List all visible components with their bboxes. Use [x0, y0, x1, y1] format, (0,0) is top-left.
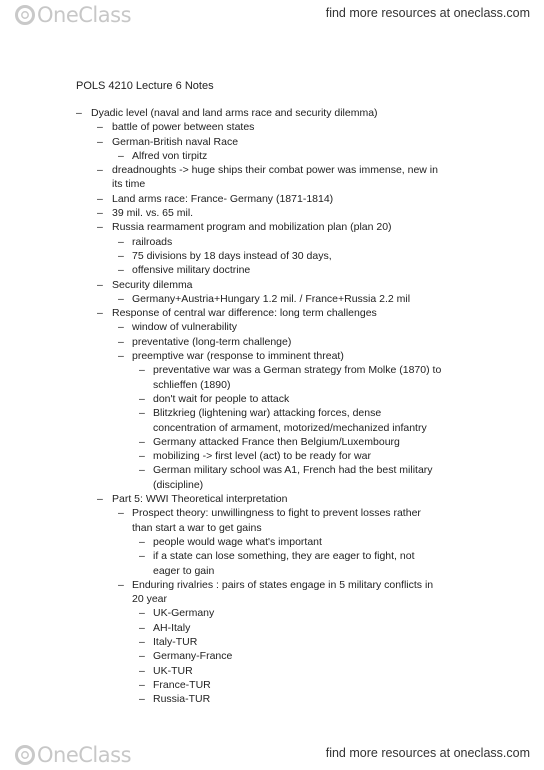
list-item-text: schlieffen (1890)	[153, 378, 231, 391]
list-item	[0, 235, 544, 249]
list-item	[0, 349, 544, 363]
list-item	[0, 549, 544, 563]
list-item-continuation	[0, 177, 544, 191]
list-item-text: its time	[112, 178, 146, 191]
bullet-dash: –	[118, 235, 124, 248]
list-item	[0, 120, 544, 134]
bullet-dash: –	[139, 435, 145, 448]
bullet-dash: –	[97, 135, 103, 148]
list-item-text: railroads	[132, 235, 173, 248]
logo-text: OneClass	[37, 3, 132, 27]
list-item	[0, 320, 544, 334]
list-item	[0, 406, 544, 420]
oneclass-logo-icon	[14, 3, 36, 27]
list-item-text: Germany+Austria+Hungary 1.2 mil. / France+Russia 2.2 mil	[132, 292, 411, 305]
list-item-text: Alfred von tirpitz	[132, 149, 208, 162]
list-item-text: Blitzkrieg (lightening war) attacking forces, dense	[153, 407, 382, 420]
list-item-text: Russia rearmament program and mobilization plan (plan 20)	[112, 221, 392, 234]
list-item-text: France-TUR	[153, 678, 211, 691]
list-item	[0, 649, 544, 663]
list-item	[0, 392, 544, 406]
bullet-dash: –	[118, 292, 124, 305]
bullet-dash: –	[139, 364, 145, 377]
bullet-dash: –	[118, 350, 124, 363]
list-item-text: Prospect theory: unwillingness to fight to prevent losses rather	[132, 507, 421, 520]
list-item	[0, 363, 544, 377]
list-item-text: (discipline)	[153, 478, 204, 491]
list-item-text: mobilizing -> first level (act) to be ready for war	[153, 450, 371, 463]
list-item-text: AH-Italy	[153, 621, 191, 634]
bullet-dash: –	[139, 607, 145, 620]
list-item-text: don't wait for people to attack	[153, 392, 290, 405]
list-item-text: than start a war to get gains	[132, 521, 262, 534]
list-item	[0, 664, 544, 678]
bullet-dash: –	[139, 450, 145, 463]
list-item-text: battle of power between states	[112, 121, 255, 134]
list-item	[0, 635, 544, 649]
list-item-text: Part 5: WWI Theoretical interpretation	[112, 493, 288, 506]
bullet-dash: –	[118, 578, 124, 591]
list-item	[0, 435, 544, 449]
list-item	[0, 621, 544, 635]
bullet-dash: –	[139, 635, 145, 648]
list-item	[0, 692, 544, 706]
list-item	[0, 492, 544, 506]
bullet-dash: –	[118, 249, 124, 262]
list-item-text: preemptive war (response to imminent threat)	[132, 350, 344, 363]
bullet-dash: –	[97, 307, 103, 320]
list-item-text: window of vulnerability	[132, 321, 238, 334]
list-item-text: Germany attacked France then Belgium/Luxembourg	[153, 435, 400, 448]
list-item-text: Russia-TUR	[153, 693, 211, 706]
bullet-dash: –	[139, 407, 145, 420]
bullet-dash: –	[139, 650, 145, 663]
list-item-text: eager to gain	[153, 564, 215, 577]
list-item-text: Dyadic level (naval and land arms race and security dilemma)	[91, 107, 378, 119]
list-item-text: Response of central war difference: long term challenges	[112, 307, 377, 320]
bullet-dash: –	[118, 264, 124, 277]
bullet-dash: –	[97, 121, 103, 134]
bullet-dash: –	[97, 493, 103, 506]
bullet-dash: –	[97, 164, 103, 177]
list-item-continuation	[0, 564, 544, 578]
list-item-continuation	[0, 592, 544, 606]
list-item	[0, 220, 544, 234]
list-item	[0, 206, 544, 220]
list-item-text: Germany-France	[153, 650, 233, 663]
list-item-text: preventative (long-term challenge)	[132, 335, 292, 348]
bullet-dash: –	[139, 464, 145, 477]
logo-text: OneClass	[37, 743, 132, 767]
list-item-text: preventative war was a German strategy from Molke (1870) to	[153, 364, 442, 377]
bullet-dash: –	[139, 550, 145, 563]
list-item-continuation	[0, 521, 544, 535]
oneclass-logo[interactable]	[14, 742, 131, 768]
list-item-continuation	[0, 378, 544, 392]
list-item-text: 20 year	[132, 593, 168, 606]
list-item	[0, 463, 544, 477]
list-item	[0, 606, 544, 620]
bullet-dash: –	[139, 664, 145, 677]
bullet-dash: –	[118, 149, 124, 162]
list-item	[0, 292, 544, 306]
list-item	[0, 578, 544, 592]
list-item-text: German-British naval Race	[112, 135, 239, 148]
list-item	[0, 306, 544, 320]
bullet-dash: –	[76, 107, 82, 119]
list-item	[0, 263, 544, 277]
list-item-text: German military school was A1, French had the best military	[153, 464, 433, 477]
list-item-text: Land arms race: France- Germany (1871-1814)	[112, 192, 334, 205]
list-item-text: Enduring rivalries : pairs of states engage in 5 military conflicts in	[132, 578, 434, 591]
bullet-dash: –	[139, 392, 145, 405]
list-item-continuation	[0, 478, 544, 492]
list-item-text: dreadnoughts -> huge ships their combat power was immense, new in	[112, 164, 438, 177]
bullet-dash: –	[118, 507, 124, 520]
list-item-text: 39 mil. vs. 65 mil.	[112, 207, 194, 220]
bullet-dash: –	[139, 678, 145, 691]
oneclass-logo[interactable]	[14, 2, 131, 28]
list-item	[0, 149, 544, 163]
list-item	[0, 506, 544, 520]
list-item-text: Security dilemma	[112, 278, 193, 291]
oneclass-logo-icon	[14, 743, 36, 767]
list-item-text: UK-Germany	[153, 607, 215, 620]
list-item-text: if a state can lose something, they are eager to fight, not	[153, 550, 415, 563]
list-item	[0, 249, 544, 263]
list-item-text: Italy-TUR	[153, 635, 198, 648]
notes-list	[0, 106, 544, 706]
bullet-dash: –	[118, 321, 124, 334]
list-item-text: 75 divisions by 18 days instead of 30 days,	[132, 249, 332, 262]
bullet-dash: –	[139, 621, 145, 634]
list-item	[0, 678, 544, 692]
list-item	[0, 335, 544, 349]
list-item	[0, 278, 544, 292]
find-resources-link[interactable]: find more resources at oneclass.com	[325, 6, 530, 20]
list-item-text: UK-TUR	[153, 664, 193, 677]
document-title: POLS 4210 Lecture 6 Notes	[76, 80, 214, 92]
bullet-dash: –	[97, 278, 103, 291]
list-item	[0, 449, 544, 463]
list-item	[0, 192, 544, 206]
bullet-dash: –	[118, 335, 124, 348]
list-item-continuation	[0, 421, 544, 435]
list-item	[0, 135, 544, 149]
list-item-text: people would wage what's important	[153, 535, 322, 548]
bullet-dash: –	[97, 192, 103, 205]
list-item	[0, 163, 544, 177]
bullet-dash: –	[139, 535, 145, 548]
bullet-dash: –	[97, 221, 103, 234]
page-footer	[0, 740, 544, 770]
bullet-dash: –	[97, 207, 103, 220]
list-item-text: offensive military doctrine	[132, 264, 251, 277]
list-item	[0, 535, 544, 549]
list-item-text: concentration of armament, motorized/mechanized infantry	[153, 421, 427, 434]
bullet-dash: –	[139, 693, 145, 706]
find-resources-link[interactable]: find more resources at oneclass.com	[325, 746, 530, 760]
page-header	[0, 0, 544, 30]
list-item	[0, 106, 544, 120]
